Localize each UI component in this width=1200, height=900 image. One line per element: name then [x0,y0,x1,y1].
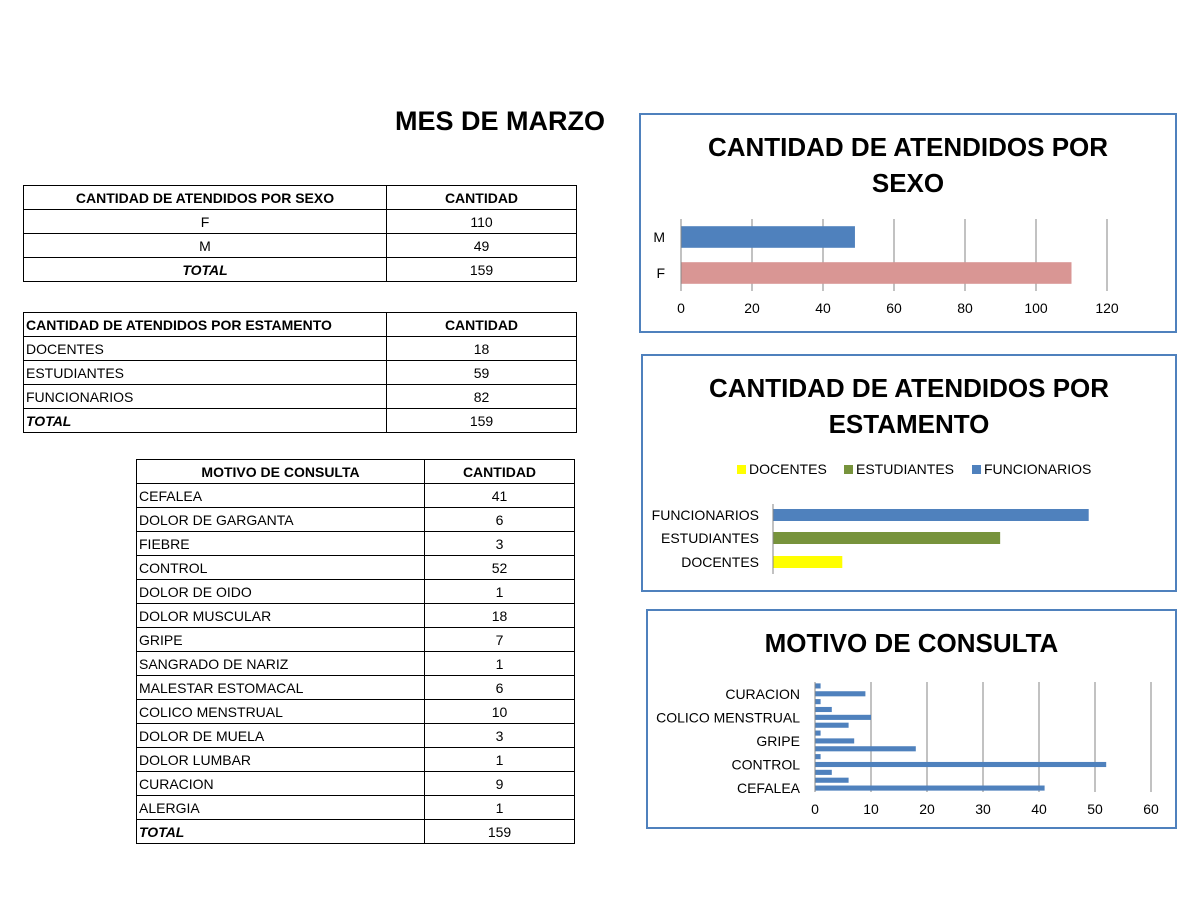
table-row [24,385,577,409]
table-row [137,628,575,652]
bar-cefalea [815,786,1045,791]
table-motivo-consulta [136,459,575,844]
table-row [137,724,575,748]
bar-dolor-de-oido [815,754,821,759]
x-tick-label: 50 [1087,801,1103,817]
chart-motivo-plot [648,611,1175,827]
column-header-sexo: CANTIDAD DE ATENDIDOS POR SEXO [24,186,387,210]
y-category-label: FUNCIONARIOS [651,507,759,523]
x-tick-label: 20 [919,801,935,817]
column-header-cantidad: CANTIDAD [425,460,575,484]
bar-dolor-muscular [815,746,916,751]
chart-atendidos-sexo [639,113,1177,333]
total-label: TOTAL [24,409,387,433]
row-label: ESTUDIANTES [24,361,387,385]
bar-gripe [815,738,854,743]
y-category-label: CEFALEA [736,780,800,797]
total-row [24,258,577,282]
row-value: 1 [425,796,575,820]
row-value: 110 [387,210,577,234]
y-category-label: CURACION [725,685,800,702]
y-category-label: DOCENTES [681,554,759,570]
bar-fiebre [815,770,832,775]
legend-label: ESTUDIANTES [856,461,955,477]
row-value: 6 [425,508,575,532]
row-label: CONTROL [137,556,425,580]
table-atendidos-sexo [23,185,577,282]
y-category-label: CONTROL [731,756,800,773]
total-value: 159 [387,258,577,282]
table-row [137,556,575,580]
column-header-estamento: CANTIDAD DE ATENDIDOS POR ESTAMENTO [24,313,387,337]
table-row [137,508,575,532]
bar-curacion [815,691,865,696]
table-row [137,796,575,820]
chart-atendidos-estamento [641,354,1177,592]
row-value: 41 [425,484,575,508]
y-category-label: GRIPE [756,732,800,749]
row-label: COLICO MENSTRUAL [137,700,425,724]
row-label: GRIPE [137,628,425,652]
bar-docentes [773,556,842,568]
row-label: CEFALEA [137,484,425,508]
row-label: DOLOR LUMBAR [137,748,425,772]
x-tick-label: 0 [677,300,685,316]
x-tick-label: 80 [957,300,973,316]
row-label: DOLOR DE OIDO [137,580,425,604]
bar-dolor-de-muela [815,707,832,712]
total-row [24,409,577,433]
total-value: 159 [387,409,577,433]
legend-swatch-estudiantes [844,465,853,474]
row-value: 9 [425,772,575,796]
row-value: 52 [425,556,575,580]
bar-dolor-de-garganta [815,778,849,783]
table-row [137,484,575,508]
total-label: TOTAL [24,258,387,282]
table-row [137,580,575,604]
row-label: M [24,234,387,258]
chart-title-line: SEXO [871,168,945,198]
row-label: DOLOR MUSCULAR [137,604,425,628]
table-row [137,748,575,772]
y-category-label: ESTUDIANTES [660,530,759,546]
x-tick-label: 0 [811,801,819,817]
x-tick-label: 40 [1031,801,1047,817]
chart-title-line: ESTAMENTO [828,409,990,439]
chart-motivo-consulta [646,609,1177,829]
row-label: CURACION [137,772,425,796]
row-label: DOCENTES [24,337,387,361]
row-value: 3 [425,532,575,556]
table-row [137,772,575,796]
bar-colico-menstrual [815,715,871,720]
row-label: SANGRADO DE NARIZ [137,652,425,676]
row-label: FIEBRE [137,532,425,556]
x-tick-label: 30 [975,801,991,817]
row-value: 1 [425,580,575,604]
row-label: DOLOR DE MUELA [137,724,425,748]
row-label: F [24,210,387,234]
chart-estamento-plot [643,356,1175,590]
total-value: 159 [425,820,575,844]
bar-funcionarios [773,509,1089,521]
bar-sangrado-de-nariz [815,731,821,736]
row-value: 18 [387,337,577,361]
row-value: 18 [425,604,575,628]
bar-f [681,262,1072,284]
legend-swatch-docentes [737,465,746,474]
x-tick-label: 60 [1143,801,1159,817]
bar-control [815,762,1106,767]
table-row [137,676,575,700]
total-row [137,820,575,844]
table-atendidos-estamento [23,312,577,433]
table-row [24,337,577,361]
chart-title-line: CANTIDAD DE ATENDIDOS POR [707,132,1109,162]
column-header-cantidad: CANTIDAD [387,313,577,337]
row-label: MALESTAR ESTOMACAL [137,676,425,700]
x-tick-label: 120 [1095,300,1119,316]
y-category-label: F [656,265,665,281]
legend-swatch-funcionarios [972,465,981,474]
bar-m [681,226,855,248]
table-row [24,361,577,385]
bar-alergia [815,683,821,688]
column-header-motivo: MOTIVO DE CONSULTA [137,460,425,484]
row-label: DOLOR DE GARGANTA [137,508,425,532]
legend-label: FUNCIONARIOS [984,461,1092,477]
table-row [137,604,575,628]
x-tick-label: 20 [744,300,760,316]
x-tick-label: 10 [863,801,879,817]
row-value: 10 [425,700,575,724]
row-value: 49 [387,234,577,258]
x-tick-label: 40 [815,300,831,316]
row-value: 1 [425,652,575,676]
row-value: 82 [387,385,577,409]
column-header-cantidad: CANTIDAD [387,186,577,210]
x-tick-label: 60 [886,300,902,316]
bar-malestar-estomacal [815,723,849,728]
chart-title-line: MOTIVO DE CONSULTA [764,628,1059,658]
row-value: 1 [425,748,575,772]
bar-estudiantes [773,532,1000,544]
table-row [137,700,575,724]
row-value: 6 [425,676,575,700]
bar-dolor-lumbar [815,699,821,704]
x-tick-label: 100 [1024,300,1048,316]
row-value: 7 [425,628,575,652]
page-title: MES DE MARZO [395,106,606,136]
row-label: FUNCIONARIOS [24,385,387,409]
table-row [24,234,577,258]
row-label: ALERGIA [137,796,425,820]
total-label: TOTAL [137,820,425,844]
table-row [137,652,575,676]
y-category-label: COLICO MENSTRUAL [656,709,800,726]
y-category-label: M [653,229,665,245]
legend-label: DOCENTES [749,461,827,477]
row-value: 3 [425,724,575,748]
row-value: 59 [387,361,577,385]
table-row [24,210,577,234]
chart-sexo-plot [641,115,1175,331]
chart-title-line: CANTIDAD DE ATENDIDOS POR [708,373,1110,403]
table-row [137,532,575,556]
